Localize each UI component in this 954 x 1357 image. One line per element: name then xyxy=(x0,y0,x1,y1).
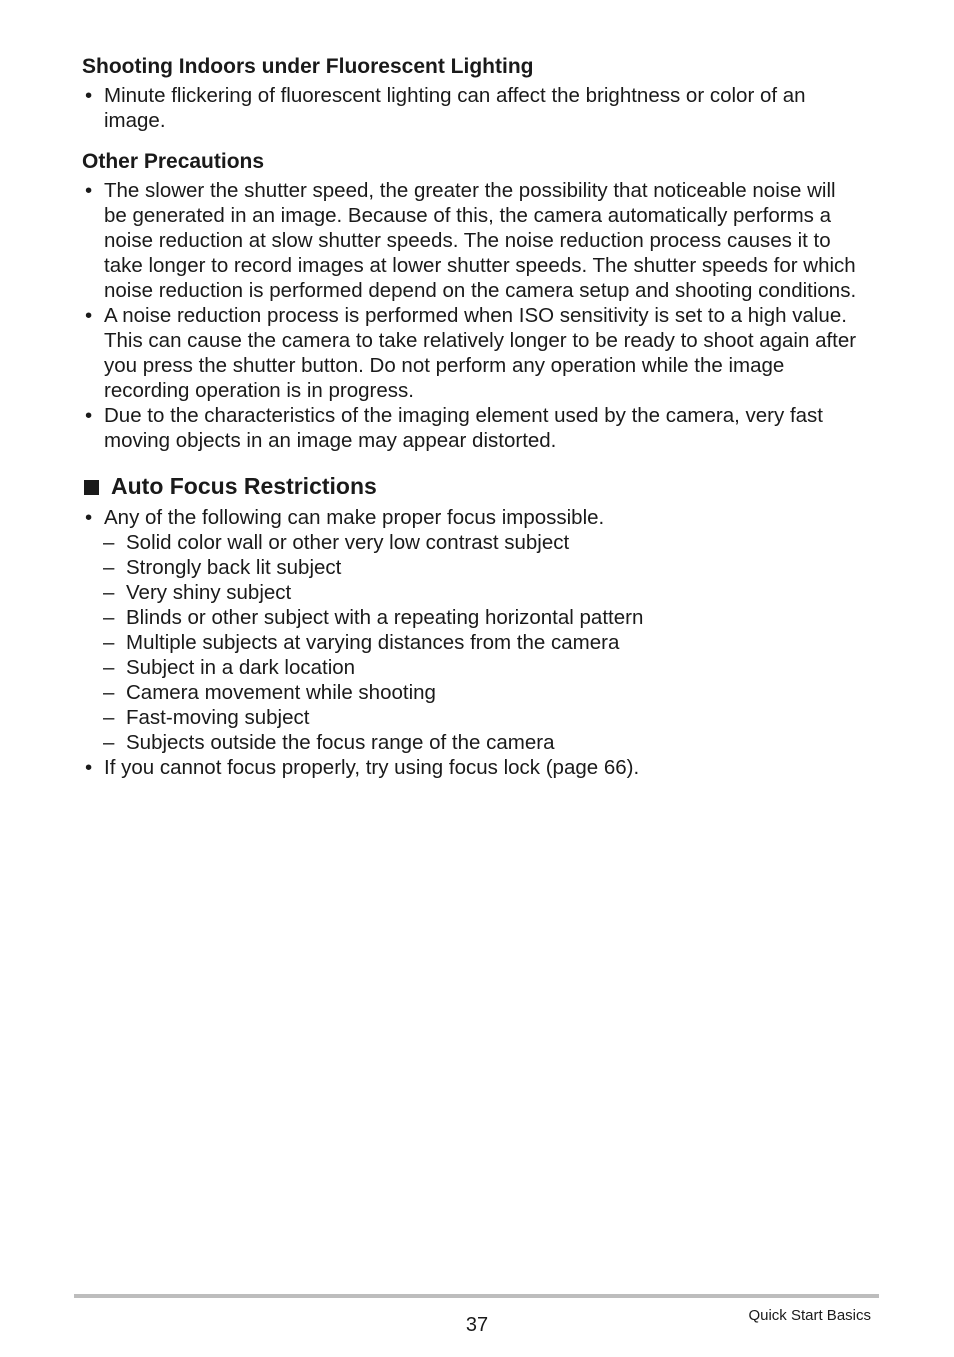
other-precautions-list xyxy=(82,178,882,453)
list-item xyxy=(82,83,882,133)
bullet-icon: • xyxy=(85,756,93,779)
auto-focus-list xyxy=(82,505,882,780)
list-item-line: image. xyxy=(104,109,166,132)
sub-list-item xyxy=(82,705,882,730)
sub-list-item xyxy=(82,530,882,555)
dash-icon: – xyxy=(103,631,115,654)
dash-icon: – xyxy=(103,531,115,554)
list-item-line: you press the shutter button. Do not perform any operation while the image xyxy=(104,354,785,377)
sub-list-item-text: Camera movement while shooting xyxy=(126,681,436,704)
list-item-line: Minute flickering of fluorescent lighting can affect the brightness or color of an xyxy=(104,84,806,107)
sub-list-item-text: Very shiny subject xyxy=(126,581,292,604)
sub-list-item xyxy=(82,580,882,605)
list-item-line: be generated in an image. Because of this, the camera automatically performs a xyxy=(104,204,832,227)
list-item-line: Due to the characteristics of the imaging element used by the camera, very fast xyxy=(104,404,823,427)
footer-section-name: Quick Start Basics xyxy=(748,1307,871,1324)
list-item xyxy=(82,178,882,303)
page-number-text: 37 xyxy=(465,1314,489,1336)
list-item xyxy=(82,403,882,453)
other-precautions-heading: Other Precautions xyxy=(82,150,265,173)
auto-focus-heading-text: Auto Focus Restrictions xyxy=(111,473,377,499)
fluorescent-heading: Shooting Indoors under Fluorescent Lighting xyxy=(82,55,534,78)
square-bullet-icon xyxy=(84,480,99,495)
sub-list-item-text: Multiple subjects at varying distances from the camera xyxy=(126,631,620,654)
dash-icon: – xyxy=(103,556,115,579)
list-item-line: The slower the shutter speed, the greater the possibility that noticeable noise will xyxy=(104,179,836,202)
dash-icon: – xyxy=(103,656,115,679)
sub-list-item xyxy=(82,680,882,705)
list-item-line: take longer to record images at lower shutter speeds. The shutter speeds for which xyxy=(104,254,856,277)
sub-list-item xyxy=(82,605,882,630)
list-item-line: moving objects in an image may appear distorted. xyxy=(104,429,557,452)
bullet-icon: • xyxy=(85,304,93,327)
list-item-line: recording operation is in progress. xyxy=(104,379,414,402)
fluorescent-list xyxy=(82,83,882,133)
dash-icon: – xyxy=(103,581,115,604)
sub-list-item xyxy=(82,630,882,655)
list-item-text: If you cannot focus properly, try using focus lock (page 66). xyxy=(104,756,640,779)
auto-focus-heading xyxy=(84,472,377,500)
footer-divider xyxy=(74,1294,879,1298)
bullet-icon: • xyxy=(85,84,93,107)
list-item xyxy=(82,755,882,780)
dash-icon: – xyxy=(103,706,115,729)
bullet-icon: • xyxy=(85,506,93,529)
list-item-line: This can cause the camera to take relatively longer to be ready to shoot again after xyxy=(104,329,857,352)
dash-icon: – xyxy=(103,606,115,629)
list-item-line: noise reduction is performed depend on the camera setup and shooting conditions. xyxy=(104,279,857,302)
sub-list-item-text: Strongly back lit subject xyxy=(126,556,342,579)
list-item-text: Any of the following can make proper focus impossible. xyxy=(104,506,605,529)
list-item xyxy=(82,303,882,403)
sub-list-item-text: Fast-moving subject xyxy=(126,706,310,729)
sub-list-item xyxy=(82,730,882,755)
sub-list-item-text: Subjects outside the focus range of the camera xyxy=(126,731,555,754)
bullet-icon: • xyxy=(85,404,93,427)
dash-icon: – xyxy=(103,681,115,704)
bullet-icon: • xyxy=(85,179,93,202)
sub-list-item xyxy=(82,655,882,680)
list-item-line: noise reduction at slow shutter speeds. The noise reduction process causes it to xyxy=(104,229,831,252)
list-item xyxy=(82,505,882,530)
sub-list-item-text: Solid color wall or other very low contrast subject xyxy=(126,531,570,554)
sub-list-item xyxy=(82,555,882,580)
list-item-line: A noise reduction process is performed when ISO sensitivity is set to a high value. xyxy=(104,304,847,327)
sub-list-item-text: Subject in a dark location xyxy=(126,656,356,679)
sub-list-item-text: Blinds or other subject with a repeating horizontal pattern xyxy=(126,606,644,629)
dash-icon: – xyxy=(103,731,115,754)
